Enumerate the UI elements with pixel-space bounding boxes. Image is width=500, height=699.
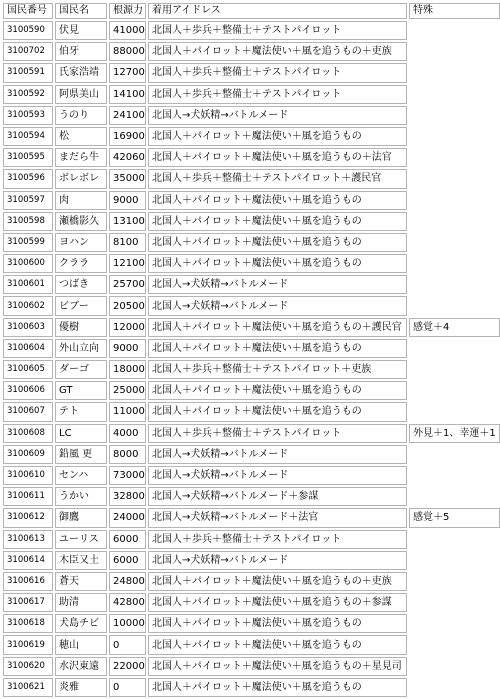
table-row (3, 572, 500, 591)
cell-root-power: 8100 (109, 233, 146, 252)
cell-root-power: 0 (109, 678, 146, 697)
table-row (3, 106, 500, 125)
table-row (3, 233, 500, 252)
cell-special (409, 445, 500, 464)
cell-worn-idress: 北国人→犬妖精→バトルメード (148, 445, 407, 464)
cell-citizen-name: 鉛風 更 (55, 445, 107, 464)
cell-worn-idress: 北国人＋パイロット＋魔法使い＋風を追うもの (148, 212, 407, 231)
cell-citizen-name: 御鷹 (55, 508, 107, 527)
cell-root-power: 0 (109, 635, 146, 654)
cell-citizen-id: 3100611 (3, 487, 53, 506)
cell-citizen-id: 3100616 (3, 572, 53, 591)
cell-worn-idress: 北国人＋パイロット＋魔法使い＋風を追うもの (148, 127, 407, 146)
cell-special (409, 487, 500, 506)
table-header-row (3, 3, 500, 19)
table-row (3, 148, 500, 167)
cell-worn-idress: 北国人＋パイロット＋魔法使い＋風を追うもの (148, 381, 407, 400)
cell-worn-idress: 北国人＋歩兵＋整備士＋テストパイロット＋護民官 (148, 169, 407, 188)
header-citizen-id: 国民番号 (3, 3, 53, 19)
cell-citizen-name: 犬島チビ (55, 614, 107, 633)
cell-special (409, 127, 500, 146)
cell-citizen-name: GT (55, 381, 107, 400)
cell-worn-idress: 北国人＋パイロット＋魔法使い＋風を追うもの (148, 339, 407, 358)
cell-citizen-id: 3100598 (3, 212, 53, 231)
table-row (3, 530, 500, 549)
cell-worn-idress: 北国人＋パイロット＋魔法使い＋風を追うもの＋法官 (148, 148, 407, 167)
cell-citizen-id: 3100605 (3, 360, 53, 379)
cell-root-power: 42060 (109, 148, 146, 167)
cell-citizen-id: 3100597 (3, 191, 53, 210)
cell-special (409, 85, 500, 104)
cell-worn-idress: 北国人＋歩兵＋整備士＋テストパイロット (148, 424, 407, 443)
cell-citizen-name: ビブー (55, 296, 107, 315)
cell-worn-idress: 北国人＋パイロット＋魔法使い＋風を追うもの (148, 254, 407, 273)
cell-special (409, 212, 500, 231)
cell-citizen-id: 3100618 (3, 614, 53, 633)
table-row (3, 275, 500, 294)
cell-root-power: 4000 (109, 424, 146, 443)
table-row (3, 551, 500, 570)
cell-citizen-name: 蒼天 (55, 572, 107, 591)
cell-worn-idress: 北国人＋パイロット＋魔法使い＋風を追うもの (148, 635, 407, 654)
cell-special (409, 296, 500, 315)
cell-citizen-name: 優樹 (55, 318, 107, 337)
cell-citizen-id: 3100594 (3, 127, 53, 146)
cell-special (409, 191, 500, 210)
cell-root-power: 12000 (109, 318, 146, 337)
cell-root-power: 12100 (109, 254, 146, 273)
cell-citizen-id: 3100592 (3, 85, 53, 104)
cell-worn-idress: 北国人＋パイロット＋魔法使い＋風を追うもの (148, 233, 407, 252)
cell-special (409, 572, 500, 591)
cell-special (409, 339, 500, 358)
cell-worn-idress: 北国人＋パイロット＋魔法使い＋風を追うもの (148, 678, 407, 697)
cell-citizen-name: 水沢東遠 (55, 657, 107, 676)
cell-citizen-name: ヨハン (55, 233, 107, 252)
table-body (3, 21, 500, 697)
cell-special (409, 106, 500, 125)
cell-root-power: 25000 (109, 381, 146, 400)
cell-citizen-id: 3100604 (3, 339, 53, 358)
cell-special (409, 593, 500, 612)
cell-special (409, 381, 500, 400)
cell-citizen-name: 助清 (55, 593, 107, 612)
cell-worn-idress: 北国人→犬妖精→バトルメード (148, 106, 407, 125)
cell-citizen-name: 松 (55, 127, 107, 146)
cell-root-power: 10000 (109, 614, 146, 633)
cell-citizen-id: 3100590 (3, 21, 53, 40)
table-row (3, 42, 500, 61)
cell-worn-idress: 北国人→犬妖精→バトルメード＋参謀 (148, 487, 407, 506)
table-row (3, 169, 500, 188)
cell-special: 感覚＋4 (409, 318, 500, 337)
cell-citizen-id: 3100596 (3, 169, 53, 188)
cell-root-power: 32800 (109, 487, 146, 506)
cell-citizen-name: ユーリス (55, 530, 107, 549)
cell-root-power: 20500 (109, 296, 146, 315)
cell-citizen-name: 肉 (55, 191, 107, 210)
table-row (3, 318, 500, 337)
cell-citizen-id: 3100603 (3, 318, 53, 337)
cell-citizen-id: 3100620 (3, 657, 53, 676)
cell-special (409, 360, 500, 379)
cell-root-power: 9000 (109, 191, 146, 210)
cell-special (409, 614, 500, 633)
cell-worn-idress: 北国人＋歩兵＋整備士＋テストパイロット (148, 63, 407, 82)
cell-citizen-id: 3100600 (3, 254, 53, 273)
cell-special (409, 254, 500, 273)
table-row (3, 339, 500, 358)
cell-root-power: 24000 (109, 508, 146, 527)
table-row (3, 254, 500, 273)
cell-citizen-name: 氏家浩靖 (55, 63, 107, 82)
cell-root-power: 6000 (109, 530, 146, 549)
cell-citizen-name: 阿県美山 (55, 85, 107, 104)
cell-worn-idress: 北国人＋パイロット＋魔法使い＋風を追うもの (148, 191, 407, 210)
header-special: 特殊 (409, 3, 500, 19)
cell-special: 感覚＋5 (409, 508, 500, 527)
cell-citizen-name: テト (55, 402, 107, 421)
cell-worn-idress: 北国人＋パイロット＋魔法使い＋風を追うもの (148, 614, 407, 633)
cell-special (409, 148, 500, 167)
cell-citizen-name: ダーゴ (55, 360, 107, 379)
cell-worn-idress: 北国人→犬妖精→バトルメード＋法官 (148, 508, 407, 527)
cell-citizen-id: 3100610 (3, 466, 53, 485)
cell-citizen-id: 3100609 (3, 445, 53, 464)
cell-citizen-id: 3100702 (3, 42, 53, 61)
cell-worn-idress: 北国人→犬妖精→バトルメード (148, 466, 407, 485)
cell-citizen-id: 3100614 (3, 551, 53, 570)
cell-root-power: 14100 (109, 85, 146, 104)
cell-root-power: 9000 (109, 339, 146, 358)
cell-citizen-id: 3100601 (3, 275, 53, 294)
cell-citizen-name: 瀬橋影久 (55, 212, 107, 231)
cell-citizen-id: 3100619 (3, 635, 53, 654)
cell-citizen-id: 3100593 (3, 106, 53, 125)
cell-special (409, 42, 500, 61)
cell-worn-idress: 北国人→犬妖精→バトルメード (148, 296, 407, 315)
cell-root-power: 88000 (109, 42, 146, 61)
cell-root-power: 16900 (109, 127, 146, 146)
cell-citizen-name: うかい (55, 487, 107, 506)
cell-citizen-name: まだら牛 (55, 148, 107, 167)
cell-worn-idress: 北国人＋パイロット＋魔法使い＋風を追うもの＋吏族 (148, 572, 407, 591)
cell-worn-idress: 北国人→犬妖精→バトルメード (148, 551, 407, 570)
table-row (3, 593, 500, 612)
table-row (3, 678, 500, 697)
cell-root-power: 11000 (109, 402, 146, 421)
citizen-table (1, 1, 500, 699)
cell-special (409, 551, 500, 570)
cell-citizen-name: クララ (55, 254, 107, 273)
table-row (3, 445, 500, 464)
cell-root-power: 41000 (109, 21, 146, 40)
cell-special (409, 233, 500, 252)
cell-special (409, 63, 500, 82)
header-worn-idress: 着用アイドレス (148, 3, 407, 19)
cell-citizen-id: 3100612 (3, 508, 53, 527)
table-row (3, 191, 500, 210)
cell-root-power: 22000 (109, 657, 146, 676)
cell-citizen-id: 3100608 (3, 424, 53, 443)
cell-worn-idress: 北国人＋歩兵＋整備士＋テストパイロット＋吏族 (148, 360, 407, 379)
cell-worn-idress: 北国人→犬妖精→バトルメード (148, 275, 407, 294)
cell-special (409, 530, 500, 549)
cell-root-power: 24100 (109, 106, 146, 125)
cell-citizen-name: うのり (55, 106, 107, 125)
table-row (3, 21, 500, 40)
cell-worn-idress: 北国人＋歩兵＋整備士＋テストパイロット (148, 21, 407, 40)
cell-citizen-id: 3100602 (3, 296, 53, 315)
cell-citizen-name: 伯牙 (55, 42, 107, 61)
cell-citizen-id: 3100599 (3, 233, 53, 252)
cell-root-power: 35000 (109, 169, 146, 188)
cell-citizen-name: LC (55, 424, 107, 443)
cell-worn-idress: 北国人＋パイロット＋魔法使い＋風を追うもの＋護民官 (148, 318, 407, 337)
table-row (3, 381, 500, 400)
table-row (3, 657, 500, 676)
table-row (3, 360, 500, 379)
cell-special: 外見＋1、幸運＋1 (409, 424, 500, 443)
header-root-power: 根源力 (109, 3, 146, 19)
cell-citizen-name: ボレボレ (55, 169, 107, 188)
cell-special (409, 169, 500, 188)
table-row (3, 508, 500, 527)
cell-root-power: 12700 (109, 63, 146, 82)
table-row (3, 487, 500, 506)
cell-citizen-id: 3100613 (3, 530, 53, 549)
table-row (3, 466, 500, 485)
table-row (3, 85, 500, 104)
cell-citizen-id: 3100607 (3, 402, 53, 421)
cell-worn-idress: 北国人＋パイロット＋魔法使い＋風を追うもの (148, 402, 407, 421)
cell-citizen-name: 伏見 (55, 21, 107, 40)
cell-root-power: 73000 (109, 466, 146, 485)
cell-root-power: 13100 (109, 212, 146, 231)
cell-worn-idress: 北国人＋歩兵＋整備士＋テストパイロット (148, 85, 407, 104)
cell-special (409, 402, 500, 421)
cell-root-power: 24800 (109, 572, 146, 591)
cell-root-power: 6000 (109, 551, 146, 570)
cell-citizen-name: 外山立向 (55, 339, 107, 358)
table-row (3, 212, 500, 231)
cell-special (409, 635, 500, 654)
table-row (3, 127, 500, 146)
cell-special (409, 657, 500, 676)
table-row (3, 614, 500, 633)
table-row (3, 635, 500, 654)
cell-root-power: 18000 (109, 360, 146, 379)
cell-citizen-id: 3100617 (3, 593, 53, 612)
table-row (3, 424, 500, 443)
cell-citizen-name: つばき (55, 275, 107, 294)
cell-special (409, 678, 500, 697)
header-citizen-name: 国民名 (55, 3, 107, 19)
cell-special (409, 21, 500, 40)
cell-citizen-name: 穂山 (55, 635, 107, 654)
cell-worn-idress: 北国人＋パイロット＋魔法使い＋風を追うもの＋星見司 (148, 657, 407, 676)
cell-worn-idress: 北国人＋歩兵＋整備士＋テストパイロット (148, 530, 407, 549)
cell-root-power: 8000 (109, 445, 146, 464)
cell-root-power: 42800 (109, 593, 146, 612)
cell-special (409, 466, 500, 485)
cell-citizen-id: 3100606 (3, 381, 53, 400)
cell-citizen-id: 3100595 (3, 148, 53, 167)
cell-root-power: 25700 (109, 275, 146, 294)
cell-special (409, 275, 500, 294)
cell-citizen-name: 木臣又土 (55, 551, 107, 570)
table-row (3, 402, 500, 421)
cell-citizen-id: 3100591 (3, 63, 53, 82)
cell-citizen-id: 3100621 (3, 678, 53, 697)
cell-citizen-name: センハ (55, 466, 107, 485)
cell-worn-idress: 北国人＋パイロット＋魔法使い＋風を追うもの＋吏族 (148, 42, 407, 61)
table-row (3, 296, 500, 315)
cell-citizen-name: 炎雅 (55, 678, 107, 697)
cell-worn-idress: 北国人＋パイロット＋魔法使い＋風を追うもの＋参謀 (148, 593, 407, 612)
table-row (3, 63, 500, 82)
